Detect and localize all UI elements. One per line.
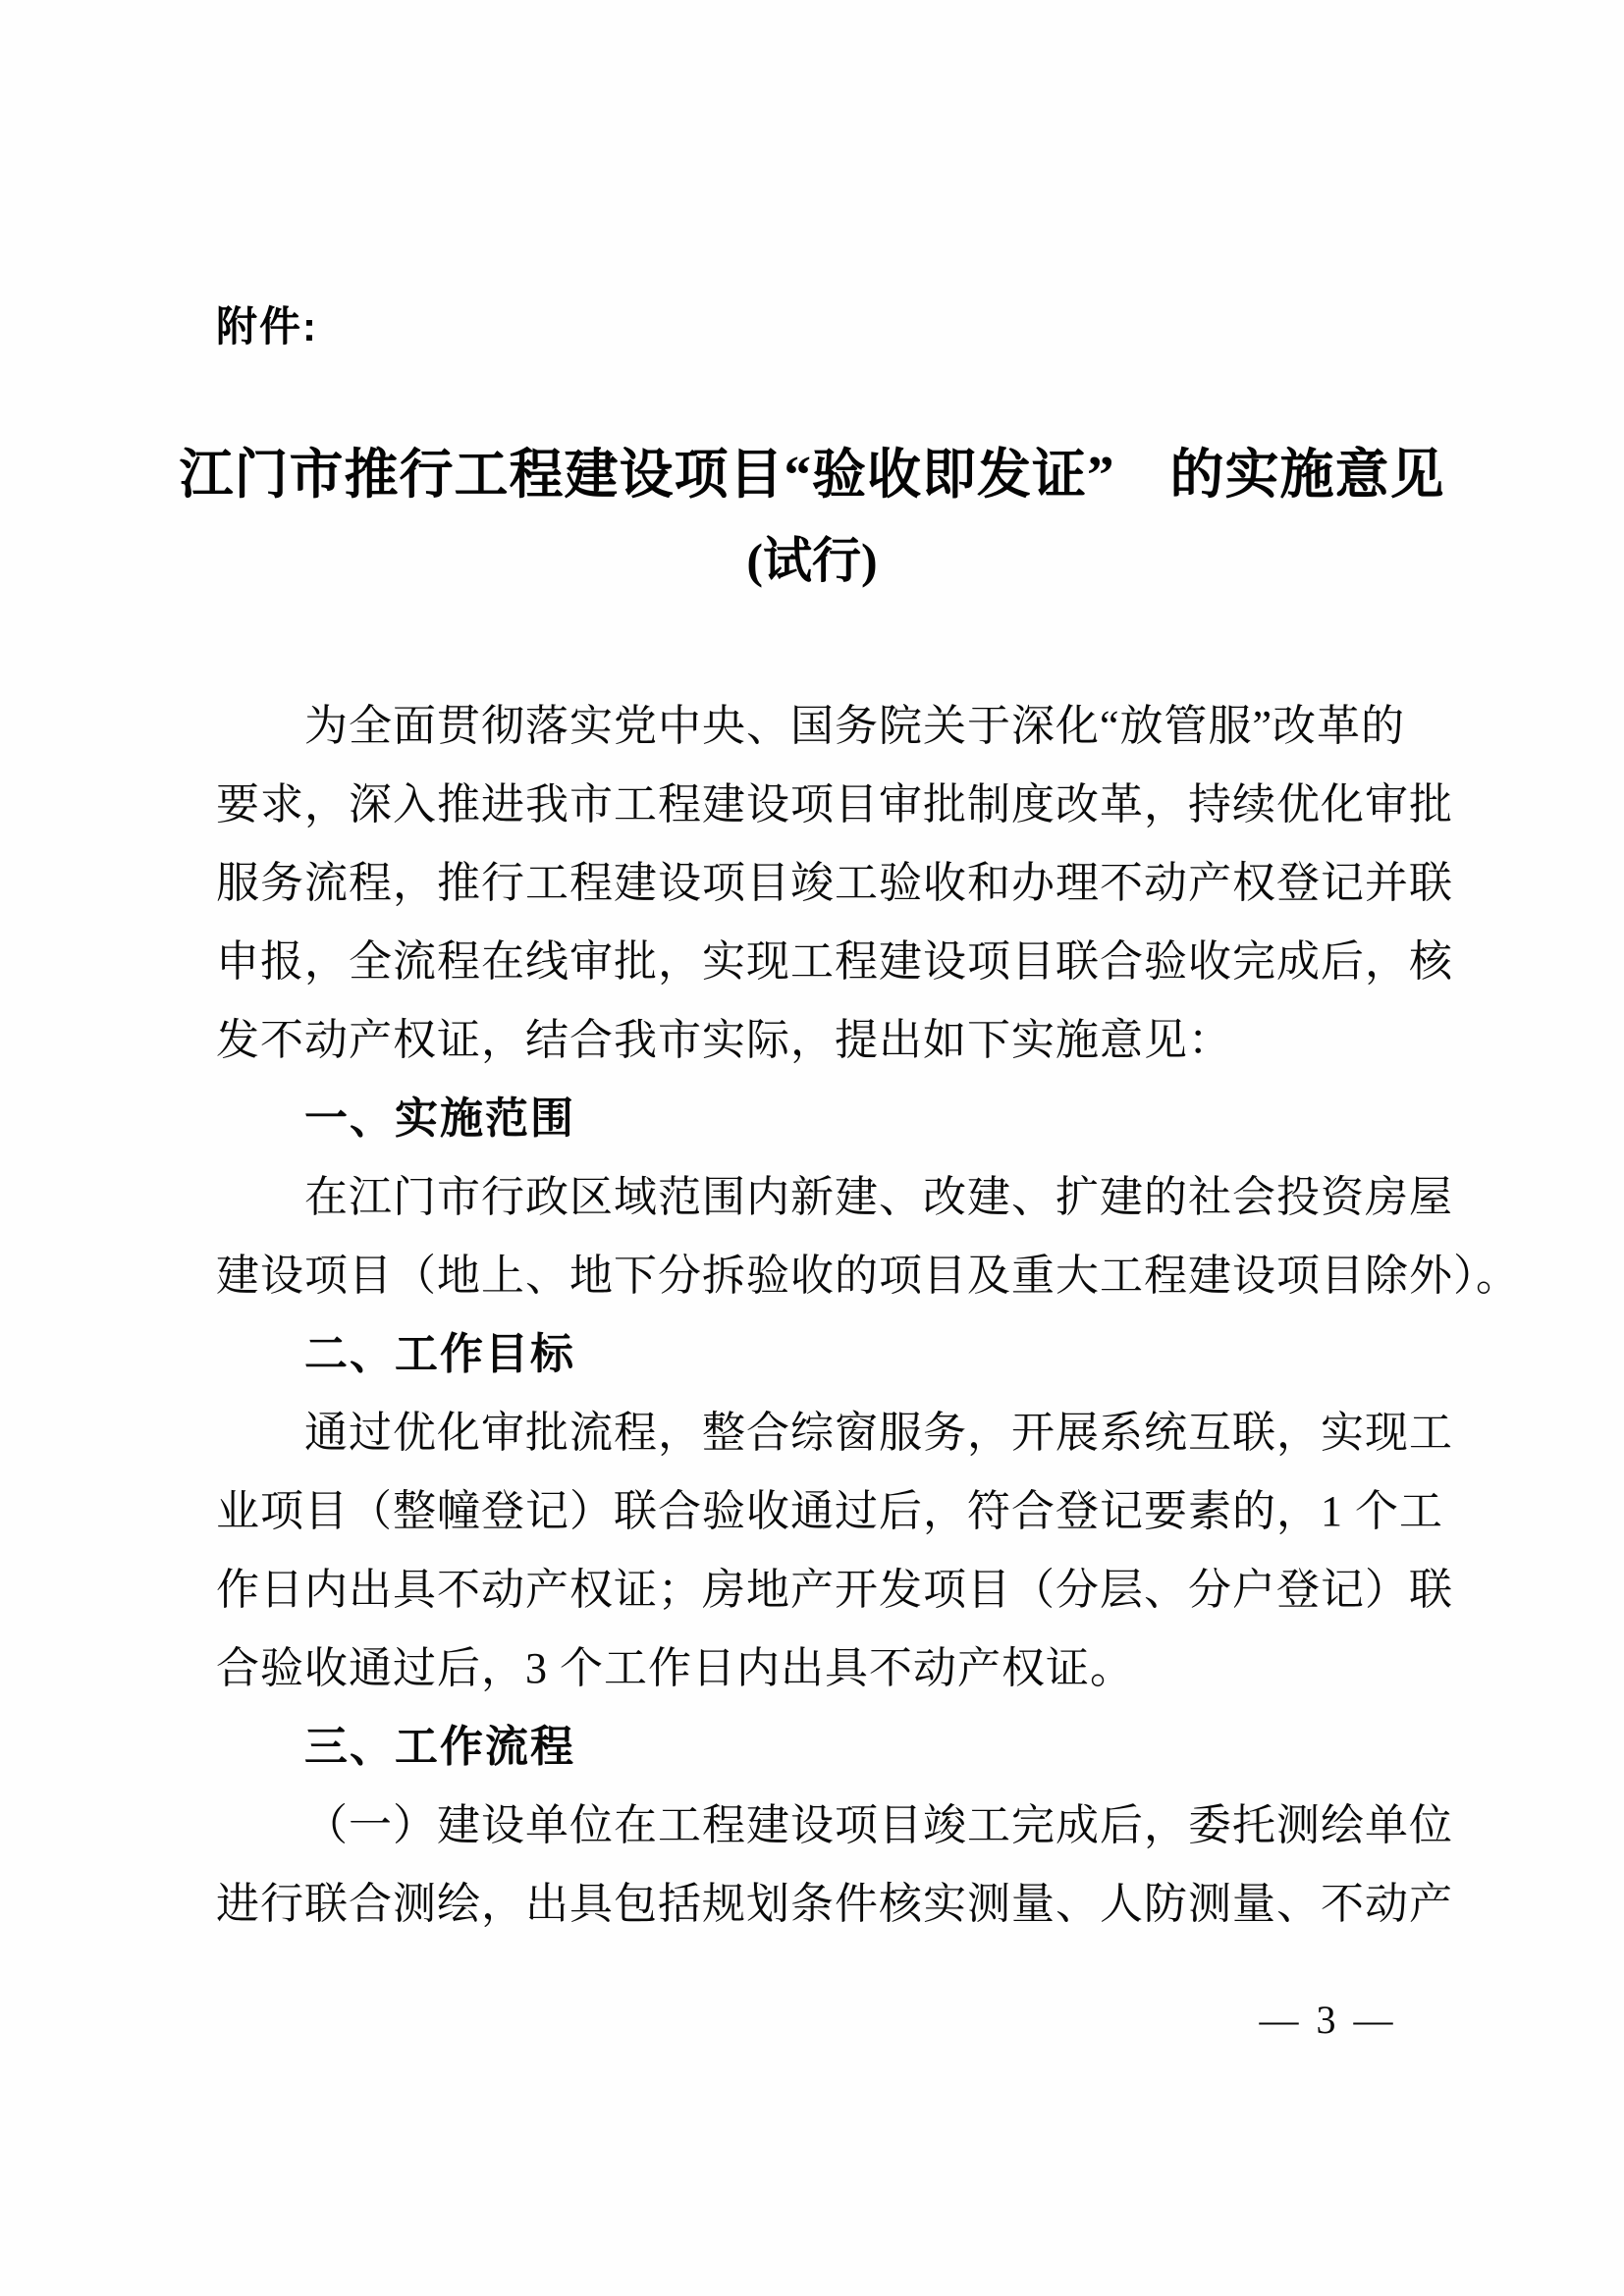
body-line: 申报，全流程在线审批，实现工程建设项目联合验收完成后，核: [216, 937, 1453, 986]
body-line: 发不动产权证，结合我市实际，提出如下实施意见：: [216, 1016, 1232, 1064]
document-title-line-1: 江门市推行工程建设项目“验收即发证” 的实施意见: [179, 445, 1445, 505]
section-heading-2: 二、工作目标: [304, 1330, 575, 1378]
body-line: 建设项目（地上、地下分拆验收的项目及重大工程建设项目除外）。: [216, 1252, 1520, 1300]
attachment-label: 附件:: [216, 303, 318, 349]
section-heading-3: 三、工作流程: [304, 1723, 575, 1771]
body-line: 要求，深入推进我市工程建设项目审批制度改革，持续优化审批: [216, 780, 1453, 828]
document-title: [0, 444, 1624, 589]
body-line: 业项目（整幢登记）联合验收通过后，符合登记要素的，1 个工: [216, 1487, 1443, 1535]
section-heading-1: 一、实施范围: [304, 1095, 575, 1143]
page-number: — 3 —: [1259, 1998, 1397, 2042]
body-line: 通过优化审批流程，整合综窗服务，开展系统互联，实现工: [304, 1409, 1453, 1457]
body-line: 在江门市行政区域范围内新建、改建、扩建的社会投资房屋: [304, 1173, 1453, 1221]
body-line: 进行联合测绘，出具包括规划条件核实测量、人防测量、不动产: [216, 1880, 1453, 1928]
document-body: [216, 687, 1520, 1944]
body-line: （一）建设单位在工程建设项目竣工完成后，委托测绘单位: [304, 1801, 1453, 1849]
body-line: 作日内出具不动产权证；房地产开发项目（分层、分户登记）联: [216, 1566, 1453, 1614]
body-line: 合验收通过后，3 个工作日内出具不动产权证。: [216, 1644, 1134, 1692]
body-line: 服务流程，推行工程建设项目竣工验收和办理不动产权登记并联: [216, 859, 1453, 907]
body-line: 为全面贯彻落实党中央、国务院关于深化“放管服”改革的: [304, 702, 1406, 750]
document-title-line-2: (试行): [746, 533, 878, 588]
